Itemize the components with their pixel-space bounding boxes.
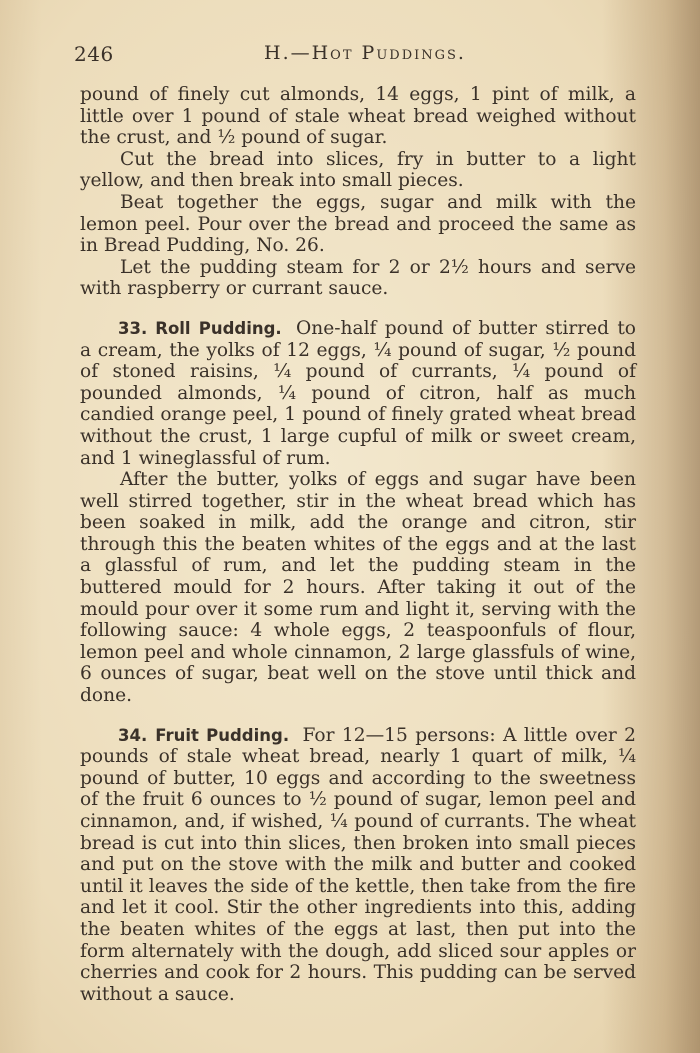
paragraph: After the butter, yolks of eggs and sugar have been well stirred together, stir in the wheat bread which has been soaked in milk, add the orange and citron, stir through this the beaten whites of the eggs and at the last a glassful of rum, and let the pudding steam in the buttered mould for 2 hours. After taking it out of the mould pour over it some rum and light it, serving with the following sauce: 4 whole eggs, 2 teaspoonfuls of flour, lemon peel and whole cinnamon, 2 large glassfuls of wine, 6 ounces of sugar, beat well on the stove until thick and done. — [80, 469, 636, 707]
recipe-number: 33. — [118, 318, 148, 338]
recipe-number: 34. — [118, 725, 148, 745]
paragraph-continued: pound of finely cut almonds, 14 eggs, 1 pint of milk, a little over 1 pound of stale wheat bread weighed without the crust, and ½ pound of sugar. — [80, 84, 636, 149]
page-header — [74, 38, 634, 68]
running-head: H.—Hot Puddings. — [264, 42, 466, 64]
recipe-text: One-half pound of butter stirred to a cream, the yolks of 12 eggs, ¼ pound of sugar, ½ pound of stoned raisins, ¼ pound of currants, ¼ pound of pounded almonds, ¼ pound of citron, half as much candied orange peel, 1 pound of finely grated wheat bread without the crust, 1 large cupful of milk or sweet cream, and 1 wineglassful of rum. — [80, 317, 636, 469]
recipe-33-intro — [80, 318, 636, 469]
recipe-34-intro — [80, 725, 636, 1006]
page-text — [80, 84, 636, 1005]
paragraph: Beat together the eggs, sugar and milk with the lemon peel. Pour over the bread and proceed the same as in Bread Pudding, No. 26. — [80, 191, 636, 257]
paragraph: Cut the bread into slices, fry in butter to a light yellow, and then break into small pieces. — [80, 148, 636, 192]
paragraph: Let the pudding steam for 2 or 2½ hours and serve with raspberry or currant sauce. — [80, 256, 636, 300]
recipe-text: For 12—15 persons: A little over 2 pounds of stale wheat bread, nearly 1 quart of milk, ¼ pound of butter, 10 eggs and according to the sweetness of the fruit 6 ounces to ½ pound of sugar, lemon peel and cinnamon, and, if wished, ¼ pound of currants. The wheat bread is cut into thin slices, then broken into small pieces and put on the stove with the milk and butter and cooked until it leaves the side of the kettle, then take from the fire and let it cool. Stir the other ingredients into this, adding the beaten whites of the eggs at last, then put into the form alternately with the dough, add sliced sour apples or cherries and cook for 2 hours. This pudding can be served without a sauce. — [80, 724, 636, 1005]
recipe-title: Fruit Pudding. — [155, 725, 290, 745]
recipe-title: Roll Pudding. — [155, 318, 282, 338]
page-number: 246 — [74, 42, 114, 66]
